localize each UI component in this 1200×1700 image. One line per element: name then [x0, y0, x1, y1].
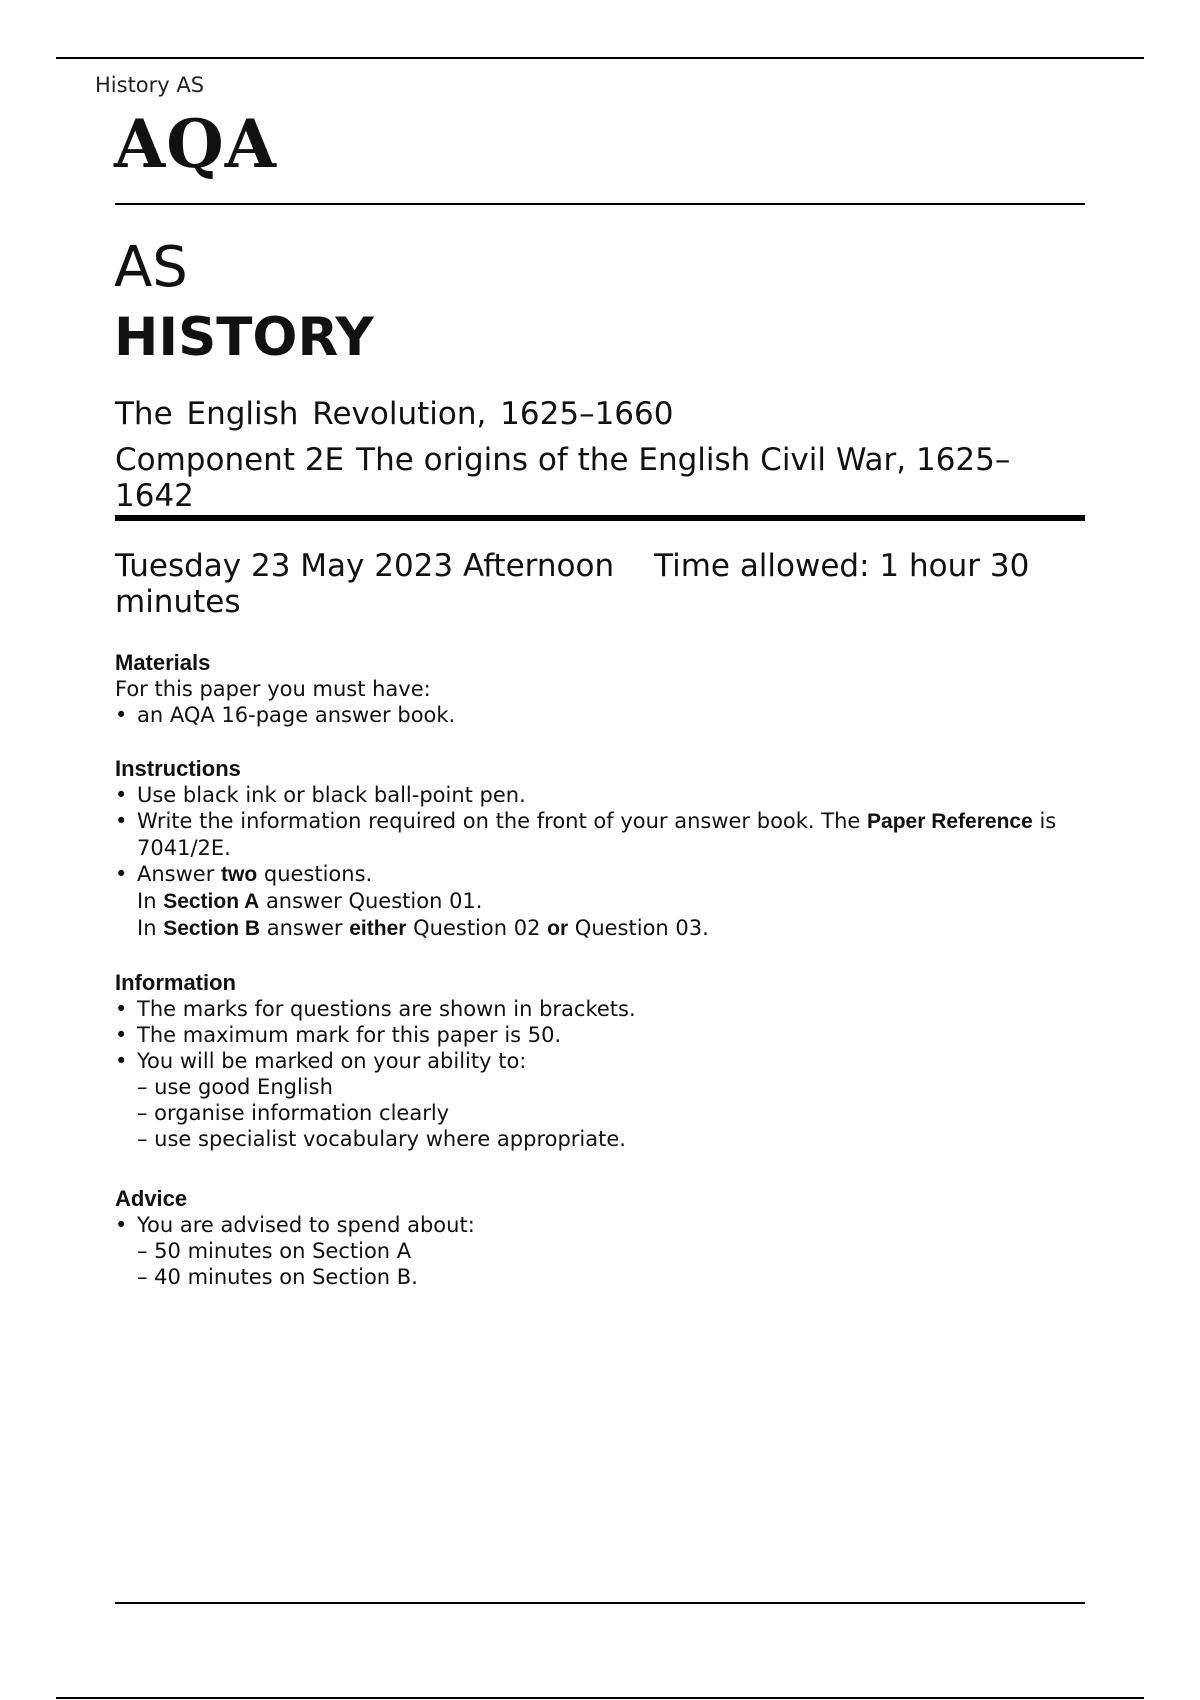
- bold-text: Section A: [163, 890, 260, 913]
- information-section: [115, 970, 1075, 1152]
- exam-session: [115, 548, 1075, 620]
- list-item: • You will be marked on your ability to:: [115, 1048, 1075, 1074]
- text-run: Write the information required on the front of your answer book. The: [137, 809, 868, 833]
- bold-text: two: [221, 863, 258, 886]
- bold-text: Paper Reference: [867, 810, 1033, 833]
- list-item: • The maximum mark for this paper is 50.: [115, 1022, 1075, 1048]
- qualification-level: AS: [114, 235, 188, 300]
- list-subitem: – use specialist vocabulary where appropriate.: [137, 1127, 626, 1151]
- list-subitem: – 50 minutes on Section A: [137, 1239, 412, 1263]
- bold-text: either: [349, 917, 407, 940]
- list-subitem: – organise information clearly: [137, 1101, 450, 1125]
- text-run: In: [137, 916, 164, 940]
- advice-heading: Advice: [115, 1186, 188, 1211]
- list-subitem: [115, 915, 1075, 942]
- text-run: In: [137, 889, 164, 913]
- paper-title: The English Revolution, 1625–1660: [115, 396, 674, 432]
- instructions-heading: Instructions: [115, 756, 241, 781]
- instructions-section: [115, 756, 1075, 942]
- component-name: The origins of the English Civil War, 1625–1642: [115, 442, 1011, 514]
- materials-intro: For this paper you must have:: [115, 677, 431, 701]
- list-item: • Use black ink or black ball-point pen.: [115, 782, 1075, 808]
- text-run: Answer: [137, 862, 222, 886]
- materials-heading: Materials: [115, 650, 211, 675]
- top-divider: [56, 57, 1144, 59]
- advice-list: [115, 1212, 1075, 1290]
- materials-section: [115, 650, 1075, 728]
- information-list: [115, 996, 1075, 1152]
- text-run: Question 02: [406, 916, 548, 940]
- text-run: answer Question 01.: [259, 889, 483, 913]
- list-item: • You are advised to spend about:: [115, 1212, 1075, 1238]
- footer-divider: [115, 1602, 1085, 1604]
- advice-section: [115, 1186, 1075, 1290]
- bold-text: or: [547, 917, 569, 940]
- subject-title: HISTORY: [114, 307, 374, 368]
- running-header: History AS: [95, 73, 205, 97]
- list-item: [115, 808, 1075, 861]
- instructions-list: [115, 782, 1075, 942]
- list-item: [115, 861, 1075, 888]
- title-divider: [115, 515, 1085, 521]
- list-subitem: [115, 888, 1075, 915]
- component-title: [115, 442, 1035, 514]
- bold-text: Section B: [163, 917, 261, 940]
- list-subitem: – use good English: [137, 1075, 333, 1099]
- text-run: is 7041/2E.: [137, 809, 1057, 860]
- aqa-logo: AQA: [114, 105, 277, 183]
- text-run: answer: [260, 916, 350, 940]
- component-code: Component 2E: [115, 442, 345, 478]
- time-allowed: Time allowed: 1 hour 30 minutes: [115, 548, 1030, 620]
- list-item: • an AQA 16-page answer book.: [115, 702, 1075, 728]
- information-heading: Information: [115, 970, 236, 995]
- text-run: questions.: [257, 862, 373, 886]
- list-subitem: – 40 minutes on Section B.: [137, 1265, 418, 1289]
- materials-list: [115, 702, 1075, 728]
- logo-divider: [115, 203, 1085, 205]
- exam-date: Tuesday 23 May 2023 Afternoon: [115, 548, 615, 584]
- list-item: • The marks for questions are shown in brackets.: [115, 996, 1075, 1022]
- bottom-divider: [56, 1697, 1144, 1699]
- text-run: Question 03.: [568, 916, 709, 940]
